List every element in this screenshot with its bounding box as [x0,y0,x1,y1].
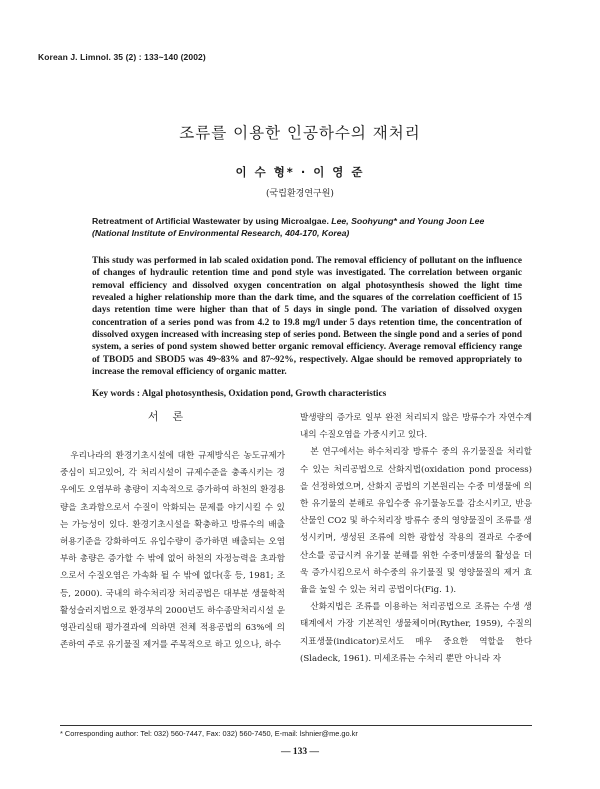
page-title: 조류를 이용한 인공하수의 재처리 [179,124,421,142]
section-heading: 서론 [147,410,198,423]
right-column [300,410,532,668]
paragraph: 우리나라의 환경기초시설에 대한 규제방식은 농도규제가 중심이 되고있어, 각 처리시설이 규제수준을 충족시키는 경우에도 오염부하 총량이 지속적으로 증가하여 하천의 환경용량을 초과함으로서 수질이 악화되는 문제를 야기시킬 수 있는 가능성이 있다. 환경기초시설을 확충하고 방류수의 배출허용기준을 강화하여도 유입수량이 증가하면 배출되는 오염부하 총량은 증가할 수 밖에 없어 하천의 자정능력을 초과함으로서 수질오염은 가속화 될 수 밖에 없다(홍 등, 1981; 조 등, 2000). 국내의 하수처리장 처리공법은 대부분 생물학적 활성슬러지법으로 환경부의 2000년도 하수종말처리시설 운영관리실태 평가결과에 의하면 전체 적용공법의 63%에 의존하여 주로 유기물질 제거를 주목적으로 하고 있으나, 하수 [60,451,285,651]
paragraph: 산화지법은 조류를 이용하는 처리공법으로 조류는 수생 생태계에서 가장 기본적인 생물체이며(Ryther, 1959), 수질의 지표생물(indicator)로서도 매우 중요한 역할을 한다(Sladeck, 1961). 미세조류는 수처리 뿐만 아니라 자 [300,602,532,664]
journal-citation: Korean J. Limnol. 35 (2) : 133~140 (2002) [38,52,206,62]
keywords: Key words : Algal photosynthesis, Oxidation pond, Growth characteristics [92,389,387,399]
english-title-block [92,215,522,239]
english-authors: Lee, Soohyung* and Young Joon Lee [331,216,485,226]
left-column [60,448,285,654]
footnote: * Corresponding author: Tel: 032) 560-7447, Fax: 032) 560-7450, E-mail: lshnier@me.go.kr [60,729,358,738]
paragraph: 본 연구에서는 하수처리장 방류수 중의 유기물질을 처리할 수 있는 처리공법으로 산화지법(oxidation pond process)을 선정하였으며, 산화지 공법의 기본원리는 수중 미생물에 의한 유기물의 분해로 유입수중 유기물농도를 감소시키고, 반응산물인 CO2 및 하수처리장 방류수 중의 영양물질이 조류를 생성시키며, 생성된 조류에 의한 광합성 작용의 결과로 수중에 산소를 공급시켜 유기물 분해를 위한 수중미생물의 활성을 더욱 증가시킴으로서 하수중의 유기물질 및 영양물질의 제거 효율을 높일 수 있는 처리 공법이다(Fig. 1). [300,447,532,596]
abstract: This study was performed in lab scaled oxidation pond. The removal efficiency of pollutant on the influence of changes of hydraulic retention time and pond style was investigated. The correlation between organic removal efficiency and dissolved oxygen concentration on algal photosynthesis showed the light time revealed a higher relationship more than the dark time, and the squares of the correlation coefficient of 15 days retention time were higher than that of 5 days in single pond. The variation of dissolved oxygen concentration of a series pond was from 4.2 to 19.8 mg/l under 5 days retention time, the concentration of dissolved oxygen increased with increasing step of series pond. Between the single pond and a series of pond system, a series of pond system showed better organic removal efficiency. Average removal efficiency range of TBOD5 and SBOD5 was 49~83% and 87~92%, respectively. Algae should be removed appropriately to increase the removal efficiency of organic matter. [92,256,522,378]
english-title: Retreatment of Artificial Wastewater by using Microalgae. [92,216,329,226]
paragraph: 발생량의 증가로 일부 완전 처리되지 않은 방류수가 자연수계 내의 수질오염을 가중시키고 있다. [300,413,532,441]
affiliation: (국립환경연구원) [266,189,334,199]
footnote-divider [60,725,532,726]
english-affiliation: (National Institute of Environmental Research, 404-170, Korea) [92,228,350,238]
authors: 이 수 형* · 이 영 준 [235,165,365,179]
page-number: — 133 — [281,747,319,757]
